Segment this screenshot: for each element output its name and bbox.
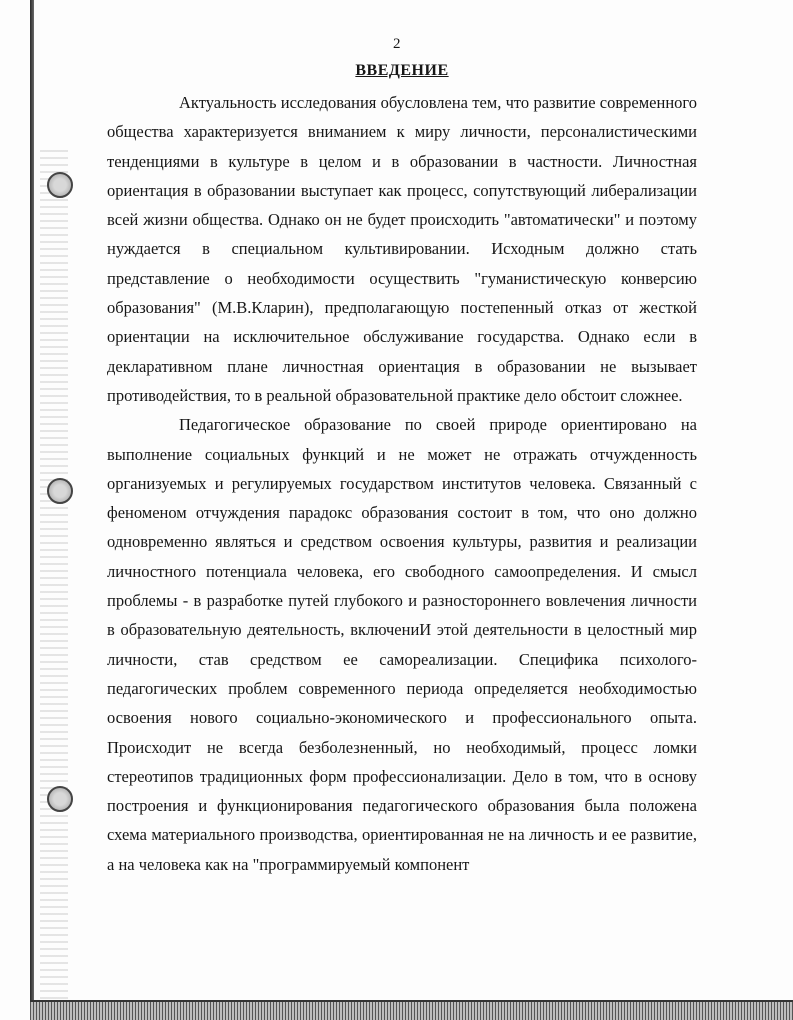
punch-hole-icon	[47, 478, 73, 504]
paragraph-2: Педагогическое образование по своей природе ориентировано на выполнение социальных функций и не может не отражать отчужденность организуемых и регулируемых государством институтов человека. Связанный с феноменом отчуждения парадокс образования состоит в том, что оно должно одновременно являться и средством освоения культуры, развития и реализации личностного потенциала человека, его свободного самоопределения. И смысл проблемы - в разработке путей глубокого и разностороннего вовлечения личности в образовательную деятельность, включениИ этой деятельности в целостный мир личности, став средством ее самореализации. Специфика психолого-педагогических проблем современного периода определяется необходимостью освоения нового социально-экономического и профессионального опыта. Происходит не всегда безболезненный, но необходимый, процесс ломки стереотипов традиционных форм профессионализации. Дело в том, что в основу построения и функционирования педагогического образования была положена схема материального производства, ориентированная не на личность и ее развитие, а на человека как на "программируемый компонент	[107, 415, 697, 874]
body-text	[107, 88, 697, 879]
section-heading: ВВЕДЕНИЕ	[355, 62, 449, 79]
page-number: 2	[393, 36, 401, 52]
scan-noise-strip	[40, 150, 68, 1000]
binding-edge	[30, 0, 34, 1000]
punch-hole-icon	[47, 786, 73, 812]
paragraph-1: Актуальность исследования обусловлена тем, что развитие современного общества характеризуется вниманием к миру личности, персоналистическими тенденциями в культуре в целом и в образовании в частности. Личностная ориентация в образовании выступает как процесс, сопутствующий либерализации всей жизни общества. Однако он не будет происходить "автоматически" и поэтому нуждается в специальном культивировании. Исходным должно стать представление о необходимости осуществить "гуманистическую конверсию образования" (М.В.Кларин), предполагающую постепенный отказ от жесткой ориентации на исключительное обслуживание государства. Однако если в декларативном плане личностная ориентация в образовании не вызывает противодействия, то в реальной образовательной практике дело обстоит сложнее.	[107, 93, 697, 405]
bottom-scan-edge	[30, 1000, 793, 1020]
punch-hole-icon	[47, 172, 73, 198]
